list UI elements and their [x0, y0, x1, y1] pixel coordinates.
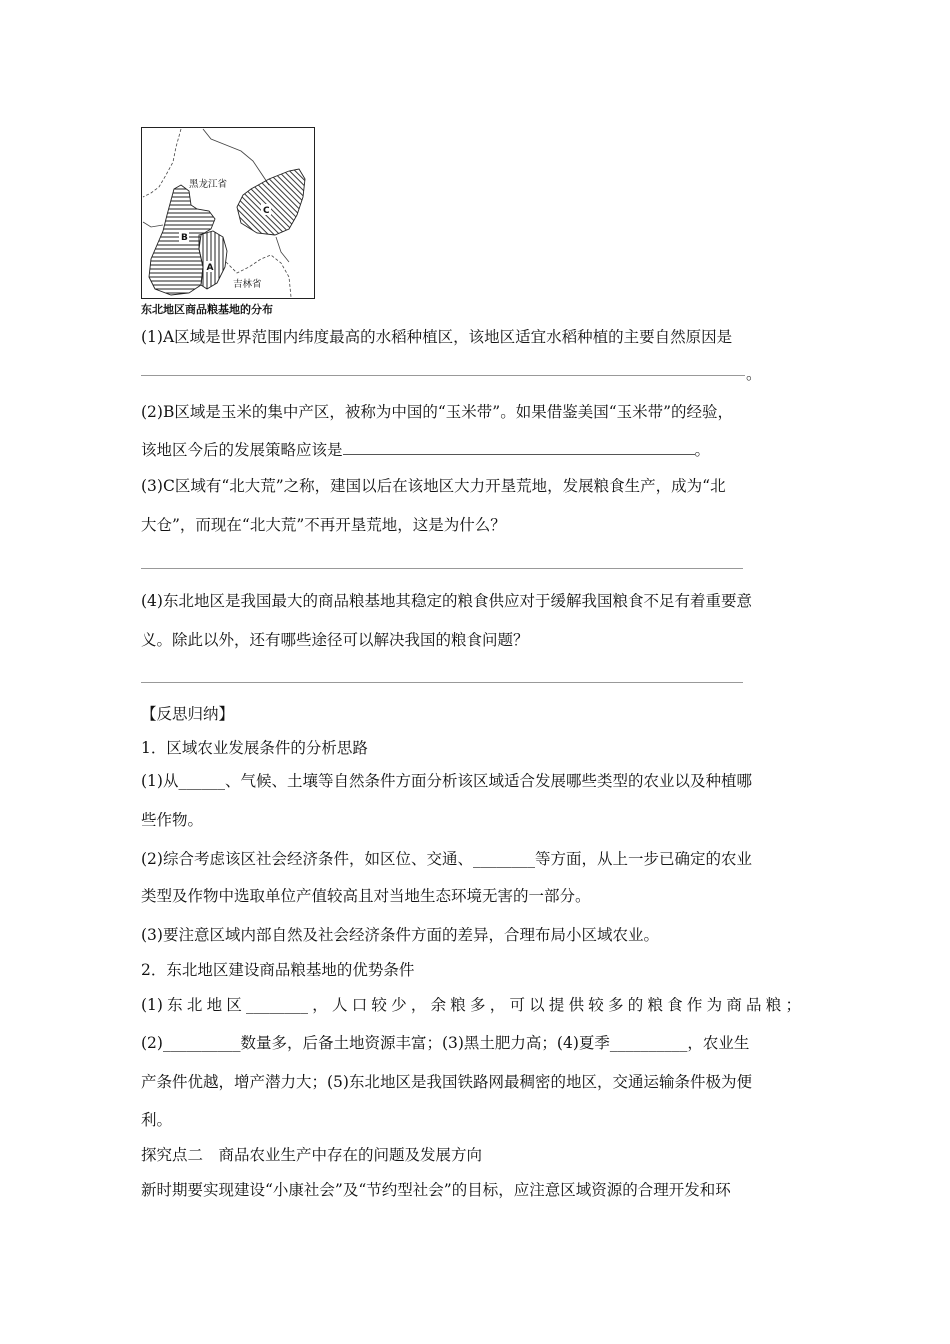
label-heilongjiang: 黑龙江省 — [189, 179, 228, 190]
q2-blank — [343, 440, 695, 455]
summary-s2-line4: 利。 — [141, 1111, 173, 1129]
q3-line2: 大仓”，而现在“北大荒”不再开垦荒地，这是为什么？ — [141, 516, 506, 534]
northeast-grain-base-map — [141, 127, 315, 299]
summary-s1-p2-line2: 类型及作物中选取单位产值较高且对当地生态环境无害的一部分。 — [141, 887, 591, 905]
q3-answer-line — [141, 568, 743, 569]
q1-text: (1)A区域是世界范围内纬度最高的水稻种植区，该地区适宜水稻种植的主要自然原因是 — [141, 328, 733, 346]
q4-line1: (4)东北地区是我国最大的商品粮基地其稳定的粮食供应对于缓解我国粮食不足有着重要意 — [141, 592, 752, 610]
label-region-b: B — [181, 233, 188, 243]
label-jilin: 吉林省 — [233, 279, 262, 290]
summary-heading: 【反思归纳】 — [141, 705, 235, 723]
q2-line1: (2)B区域是玉米的集中产区，被称为中国的“玉米带”。如果借鉴美国“玉米带”的经验， — [141, 403, 734, 421]
summary-s2-title: 2．东北地区建设商品粮基地的优势条件 — [141, 961, 415, 979]
summary-s2-line3: 产条件优越，增产潜力大；(5)东北地区是我国铁路网最稠密的地区，交通运输条件极为便 — [141, 1073, 752, 1091]
q2-end: 。 — [694, 441, 711, 459]
summary-s1-p1-line2: 些作物。 — [141, 811, 204, 829]
summary-s1-p1-line1: (1)从______、气候、土壤等自然条件方面分析该区域适合发展哪些类型的农业以及种植哪 — [141, 772, 752, 790]
label-region-c: C — [263, 206, 270, 216]
q1-answer-line — [141, 375, 745, 376]
summary-s2-line2: (2)__________数量多，后备土地资源丰富；(3)黑土肥力高；(4)夏季__________，农业生 — [141, 1034, 750, 1052]
q3-line1: (3)C区域有“北大荒”之称，建国以后在该地区大力开垦荒地，发展粮食生产，成为“北 — [141, 477, 726, 495]
q2-line2-text: 该地区今后的发展策略应该是 — [141, 441, 343, 459]
part2-title: 探究点二 商品农业生产中存在的问题及发展方向 — [141, 1146, 483, 1164]
q2-line2 — [141, 440, 710, 460]
q1-end: 。 — [746, 365, 762, 383]
label-region-a: A — [206, 263, 214, 273]
summary-s2-line1-text: (1)东北地区________，人口较少，余粮多，可以提供较多的粮食作为商品粮； — [141, 996, 801, 1014]
summary-s1-p2-line1: (2)综合考虑该区社会经济条件，如区位、交通、________等方面，从上一步已确定的农业 — [141, 850, 752, 868]
part2-line1: 新时期要实现建设“小康社会”及“节约型社会”的目标，应注意区域资源的合理开发和环 — [141, 1181, 731, 1199]
map-caption: 东北地区商品粮基地的分布 — [141, 303, 273, 316]
summary-s1-p3: (3)要注意区域内部自然及社会经济条件方面的差异，合理布局小区域农业。 — [141, 926, 659, 944]
summary-s1-title: 1．区域农业发展条件的分析思路 — [141, 739, 368, 757]
q4-answer-line — [141, 682, 743, 683]
summary-s2-line1 — [141, 995, 801, 1015]
q4-line2: 义。除此以外，还有哪些途径可以解决我国的粮食问题？ — [141, 631, 529, 649]
